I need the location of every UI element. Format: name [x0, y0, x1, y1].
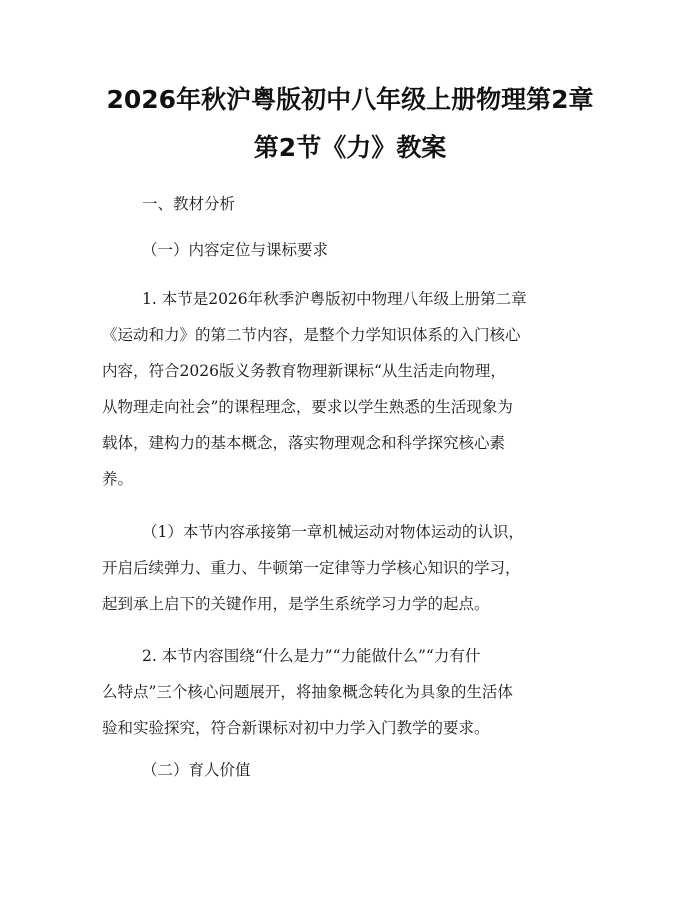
- paragraph-line: 2. 本节内容围绕“什么是力”“力能做什么”“力有什: [142, 647, 481, 665]
- document-title-line-2: 第2节《力》教案: [253, 133, 447, 162]
- paragraph-line: 验和实验探究，符合新课标对初中力学入门教学的要求。: [102, 719, 490, 737]
- section-heading-teaching-material-analysis: 一、教材分析: [142, 195, 236, 213]
- paragraph-line: 《运动和力》的第二节内容，是整个力学知识体系的入门核心: [102, 326, 521, 344]
- paragraph-line: 1. 本节是2026年秋季沪粤版初中物理八年级上册第二章: [142, 290, 527, 308]
- paragraph-line: （1）本节内容承接第一章机械运动对物体运动的认识，: [142, 523, 524, 541]
- paragraph-line: 开启后续弹力、重力、牛顿第一定律等力学核心知识的学习，: [102, 559, 521, 577]
- paragraph-line: 从物理走向社会”的课程理念，要求以学生熟悉的生活现象为: [102, 398, 513, 416]
- subsection-heading-educational-value: （二）育人价值: [142, 761, 251, 779]
- paragraph-line: 起到承上启下的关键作用，是学生系统学习力学的起点。: [102, 595, 490, 613]
- paragraph-line: 养。: [102, 470, 134, 488]
- paragraph-line: 载体，建构力的基本概念，落实物理观念和科学探究核心素: [102, 434, 506, 452]
- subsection-heading-content-positioning: （一）内容定位与课标要求: [142, 241, 329, 259]
- paragraph-line: 么特点”三个核心问题展开，将抽象概念转化为具象的生活体: [102, 683, 513, 701]
- paragraph-line: 内容，符合2026版义务教育物理新课标“从生活走向物理，: [102, 362, 506, 380]
- document-title-line-1: 2026年秋沪粤版初中八年级上册物理第2章: [106, 85, 594, 114]
